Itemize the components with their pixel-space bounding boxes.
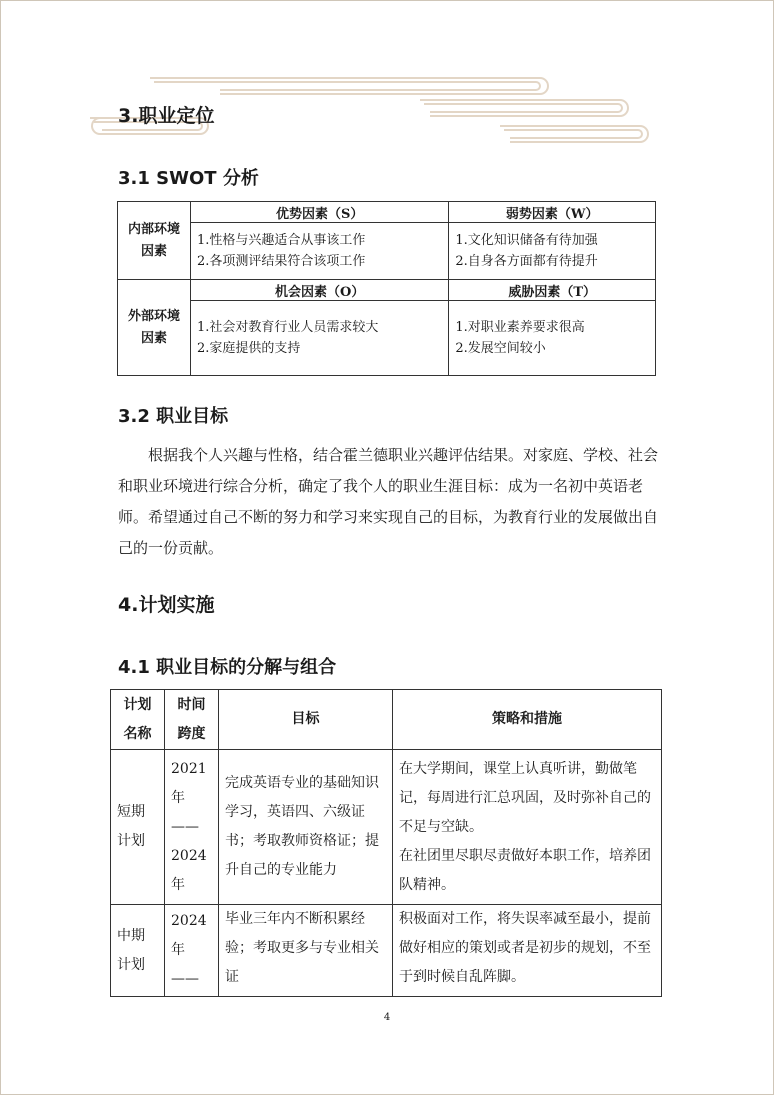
strengths-cell bbox=[191, 223, 449, 280]
external-factors-label: 外部环境因素 bbox=[118, 280, 191, 376]
threats-cell bbox=[449, 301, 656, 376]
section-4-1-title: 4.1 职业目标的分解与组合 bbox=[118, 657, 337, 678]
weaknesses-header: 弱势因素（W） bbox=[449, 202, 656, 223]
section-3-title: 3.职业定位 bbox=[118, 105, 215, 127]
threat-item: 1.对职业素养要求很高 bbox=[455, 320, 585, 335]
strength-item: 2.各项测评结果符合该项工作 bbox=[197, 254, 366, 269]
goal-cell: 完成英语专业的基础知识学习，英语四、六级证书；考取教师资格证；提升自己的专业能力 bbox=[219, 750, 393, 905]
plan-name-cell: 短期计划 bbox=[111, 750, 165, 905]
time-span-cell: 2021年——2024年 bbox=[165, 750, 219, 905]
time-span-cell: 2024年—— bbox=[165, 905, 219, 997]
header-measures: 策略和措施 bbox=[393, 690, 662, 750]
opportunities-header: 机会因素（O） bbox=[191, 280, 449, 301]
section-3-2-title: 3.2 职业目标 bbox=[118, 406, 229, 427]
threats-header: 威胁因素（T） bbox=[449, 280, 656, 301]
internal-factors-label: 内部环境因素 bbox=[118, 202, 191, 280]
threat-item: 2.发展空间较小 bbox=[455, 341, 546, 356]
section-3-1-title: 3.1 SWOT 分析 bbox=[118, 168, 259, 189]
weakness-item: 1.文化知识储备有待加强 bbox=[455, 233, 598, 248]
section-4-title: 4.计划实施 bbox=[118, 594, 215, 616]
page-number: 4 bbox=[383, 1012, 391, 1023]
weakness-item: 2.自身各方面都有待提升 bbox=[455, 254, 598, 269]
weaknesses-cell bbox=[449, 223, 656, 280]
opportunity-item: 1.社会对教育行业人员需求较大 bbox=[197, 320, 379, 335]
goal-cell: 毕业三年内不断积累经验；考取更多与专业相关证 bbox=[219, 905, 393, 997]
measure-item: 在社团里尽职尽责做好本职工作，培养团队精神。 bbox=[399, 847, 651, 893]
measures-cell bbox=[393, 905, 662, 997]
swot-table bbox=[117, 201, 656, 376]
header-goal: 目标 bbox=[219, 690, 393, 750]
table-row bbox=[111, 905, 662, 997]
header-time-span: 时间跨度 bbox=[165, 690, 219, 750]
plan-name-cell: 中期计划 bbox=[111, 905, 165, 997]
opportunities-cell bbox=[191, 301, 449, 376]
table-row bbox=[111, 750, 662, 905]
measure-item: 积极面对工作，将失误率减至最小，提前做好相应的策划或者是初步的规划，不至于到时候自乱阵脚。 bbox=[399, 911, 651, 985]
strength-item: 1.性格与兴趣适合从事该工作 bbox=[197, 233, 366, 248]
plan-table bbox=[110, 689, 662, 997]
header-plan-name: 计划名称 bbox=[111, 690, 165, 750]
strengths-header: 优势因素（S） bbox=[191, 202, 449, 223]
opportunity-item: 2.家庭提供的支持 bbox=[197, 341, 301, 356]
measures-cell bbox=[393, 750, 662, 905]
measure-item: 在大学期间，课堂上认真听讲，勤做笔记，每周进行汇总巩固，及时弥补自己的不足与空缺。 bbox=[399, 760, 651, 835]
career-goal-paragraph: 根据我个人兴趣与性格，结合霍兰德职业兴趣评估结果。对家庭、学校、社会和职业环境进行综合分析，确定了我个人的职业生涯目标：成为一名初中英语老师。希望通过自己不断的努力和学习来实现自己的目标，为教育行业的发展做出自己的一份贡献。 bbox=[118, 446, 659, 557]
